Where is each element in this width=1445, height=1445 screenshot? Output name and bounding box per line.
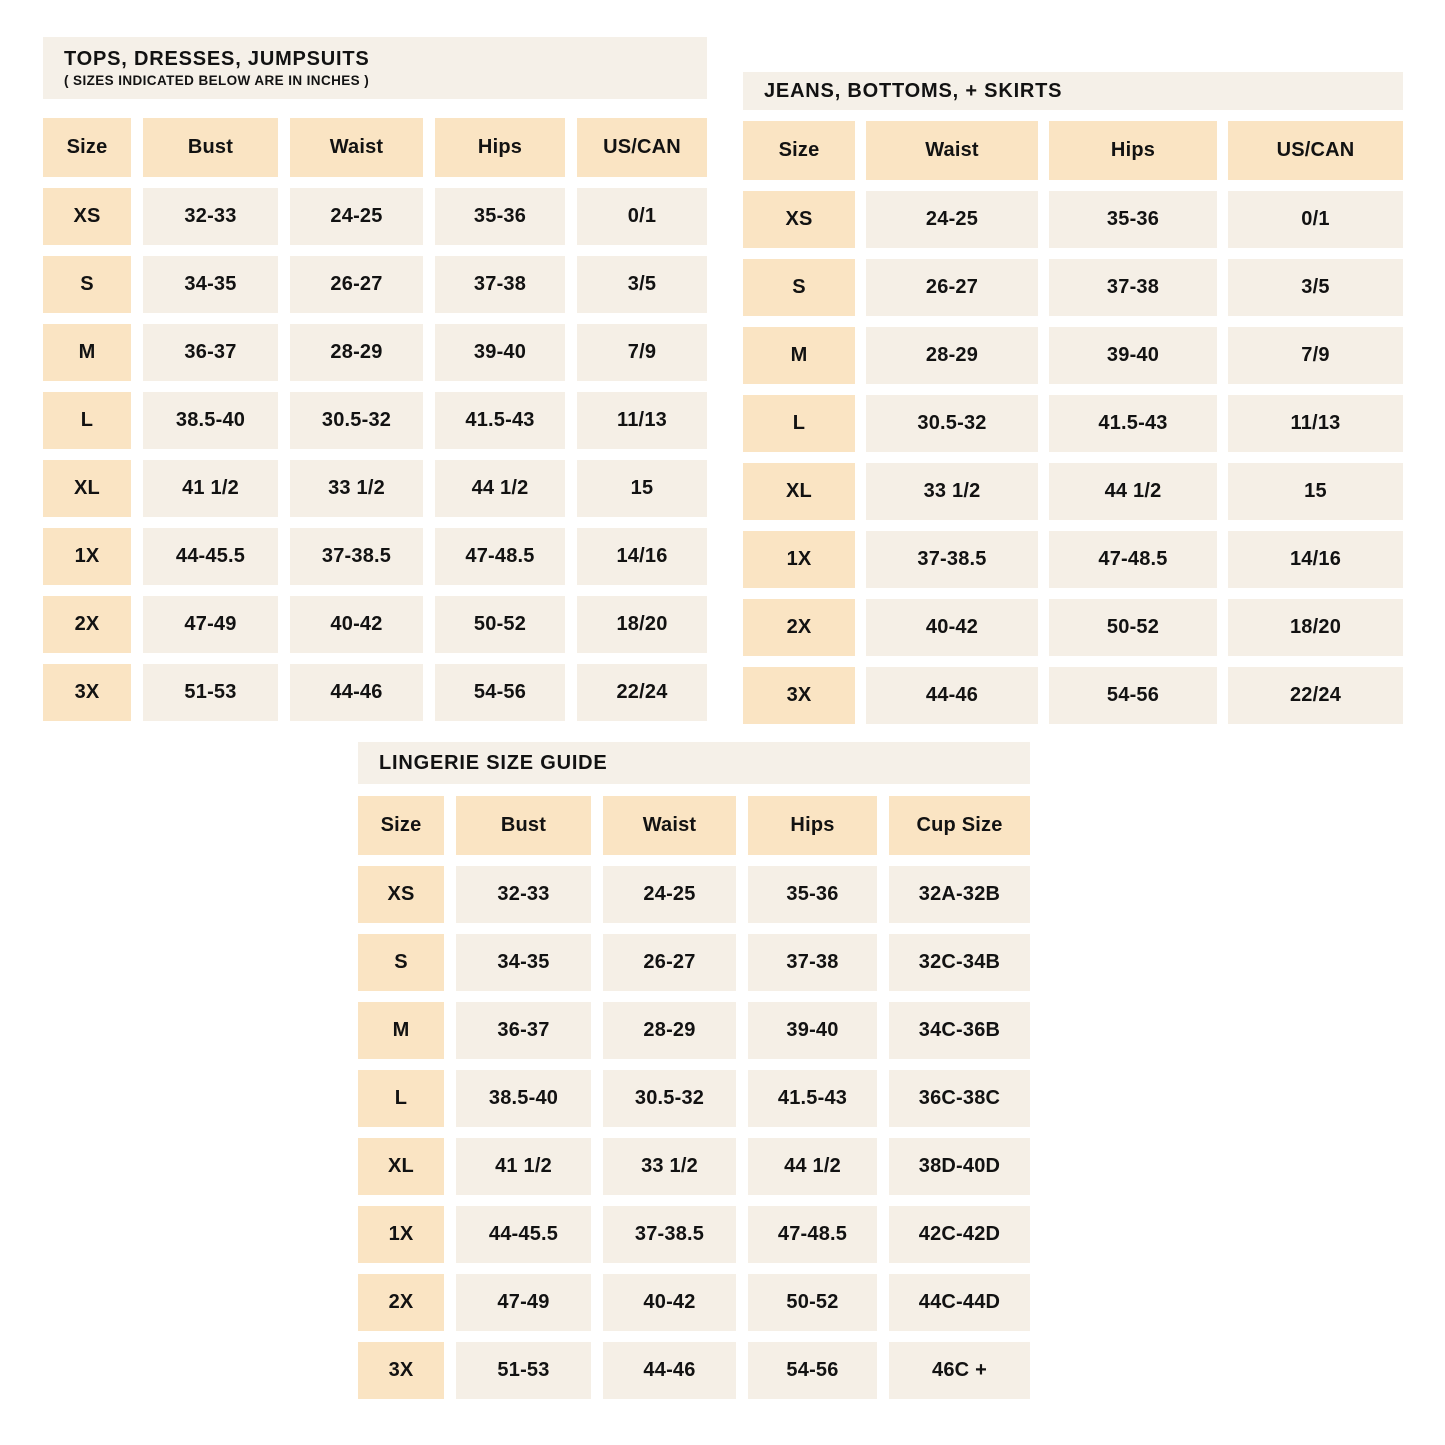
value-cell-bust-xl: 41 1/2 — [143, 460, 278, 517]
value-cell-waist-2x: 40-42 — [603, 1274, 736, 1331]
value-cell-waist-xs: 24-25 — [290, 188, 423, 245]
value-cell-waist-l: 30.5-32 — [290, 392, 423, 449]
value-cell-hips-l: 41.5-43 — [1049, 395, 1217, 452]
value-cell-hips-3x: 54-56 — [435, 664, 565, 721]
column-header-cup-size: Cup Size — [889, 796, 1030, 855]
value-cell-us-can-l: 11/13 — [1228, 395, 1403, 452]
size-label-l: L — [43, 392, 131, 449]
value-cell-cup-size-xl: 38D-40D — [889, 1138, 1030, 1195]
size-label-xs: XS — [43, 188, 131, 245]
value-cell-waist-3x: 44-46 — [603, 1342, 736, 1399]
value-cell-cup-size-s: 32C-34B — [889, 934, 1030, 991]
value-cell-bust-2x: 47-49 — [456, 1274, 591, 1331]
value-cell-cup-size-m: 34C-36B — [889, 1002, 1030, 1059]
value-cell-us-can-2x: 18/20 — [577, 596, 707, 653]
value-cell-bust-xl: 41 1/2 — [456, 1138, 591, 1195]
value-cell-hips-2x: 50-52 — [1049, 599, 1217, 656]
size-label-1x: 1X — [358, 1206, 444, 1263]
value-cell-waist-2x: 40-42 — [290, 596, 423, 653]
lingerie-table-title: LINGERIE SIZE GUIDE — [379, 752, 608, 774]
value-cell-waist-l: 30.5-32 — [866, 395, 1038, 452]
value-cell-bust-2x: 47-49 — [143, 596, 278, 653]
column-header-size: Size — [358, 796, 444, 855]
column-header-bust: Bust — [456, 796, 591, 855]
value-cell-bust-3x: 51-53 — [143, 664, 278, 721]
value-cell-us-can-2x: 18/20 — [1228, 599, 1403, 656]
size-label-s: S — [43, 256, 131, 313]
column-header-hips: Hips — [435, 118, 565, 177]
size-label-1x: 1X — [743, 531, 855, 588]
lingerie-table-title-block — [358, 742, 1030, 784]
column-header-hips: Hips — [748, 796, 877, 855]
size-grid — [743, 121, 1403, 724]
value-cell-hips-s: 37-38 — [435, 256, 565, 313]
value-cell-hips-1x: 47-48.5 — [1049, 531, 1217, 588]
column-header-us-can: US/CAN — [1228, 121, 1403, 180]
value-cell-us-can-xl: 15 — [577, 460, 707, 517]
column-header-bust: Bust — [143, 118, 278, 177]
value-cell-bust-s: 34-35 — [143, 256, 278, 313]
size-label-m: M — [743, 327, 855, 384]
value-cell-waist-m: 28-29 — [290, 324, 423, 381]
size-label-xl: XL — [743, 463, 855, 520]
value-cell-hips-s: 37-38 — [748, 934, 877, 991]
value-cell-hips-1x: 47-48.5 — [435, 528, 565, 585]
value-cell-waist-s: 26-27 — [866, 259, 1038, 316]
value-cell-hips-s: 37-38 — [1049, 259, 1217, 316]
size-label-xs: XS — [358, 866, 444, 923]
size-label-2x: 2X — [743, 599, 855, 656]
value-cell-waist-s: 26-27 — [290, 256, 423, 313]
value-cell-us-can-xs: 0/1 — [1228, 191, 1403, 248]
size-label-m: M — [358, 1002, 444, 1059]
value-cell-cup-size-xs: 32A-32B — [889, 866, 1030, 923]
value-cell-bust-m: 36-37 — [143, 324, 278, 381]
value-cell-hips-xl: 44 1/2 — [748, 1138, 877, 1195]
column-header-us-can: US/CAN — [577, 118, 707, 177]
value-cell-hips-xs: 35-36 — [748, 866, 877, 923]
column-header-size: Size — [743, 121, 855, 180]
value-cell-waist-xs: 24-25 — [603, 866, 736, 923]
value-cell-waist-2x: 40-42 — [866, 599, 1038, 656]
value-cell-waist-1x: 37-38.5 — [603, 1206, 736, 1263]
value-cell-bust-l: 38.5-40 — [456, 1070, 591, 1127]
value-cell-us-can-1x: 14/16 — [1228, 531, 1403, 588]
value-cell-waist-s: 26-27 — [603, 934, 736, 991]
value-cell-bust-1x: 44-45.5 — [143, 528, 278, 585]
column-header-hips: Hips — [1049, 121, 1217, 180]
lingerie-size-guide-table — [358, 742, 1030, 1399]
value-cell-hips-xl: 44 1/2 — [1049, 463, 1217, 520]
value-cell-waist-l: 30.5-32 — [603, 1070, 736, 1127]
value-cell-hips-xs: 35-36 — [1049, 191, 1217, 248]
size-label-xs: XS — [743, 191, 855, 248]
size-label-l: L — [743, 395, 855, 452]
size-label-1x: 1X — [43, 528, 131, 585]
value-cell-hips-3x: 54-56 — [748, 1342, 877, 1399]
value-cell-cup-size-l: 36C-38C — [889, 1070, 1030, 1127]
value-cell-waist-xl: 33 1/2 — [866, 463, 1038, 520]
value-cell-us-can-3x: 22/24 — [1228, 667, 1403, 724]
value-cell-bust-3x: 51-53 — [456, 1342, 591, 1399]
value-cell-bust-s: 34-35 — [456, 934, 591, 991]
value-cell-bust-m: 36-37 — [456, 1002, 591, 1059]
value-cell-hips-2x: 50-52 — [435, 596, 565, 653]
value-cell-waist-xs: 24-25 — [866, 191, 1038, 248]
tops-dresses-jumpsuits-table — [43, 37, 707, 721]
size-label-l: L — [358, 1070, 444, 1127]
value-cell-waist-m: 28-29 — [603, 1002, 736, 1059]
size-label-xl: XL — [358, 1138, 444, 1195]
value-cell-us-can-l: 11/13 — [577, 392, 707, 449]
value-cell-cup-size-2x: 44C-44D — [889, 1274, 1030, 1331]
size-label-s: S — [743, 259, 855, 316]
size-grid — [43, 118, 707, 721]
value-cell-hips-l: 41.5-43 — [435, 392, 565, 449]
size-label-3x: 3X — [43, 664, 131, 721]
size-label-xl: XL — [43, 460, 131, 517]
tops-table-title: TOPS, DRESSES, JUMPSUITS — [64, 47, 370, 70]
value-cell-hips-m: 39-40 — [435, 324, 565, 381]
size-label-2x: 2X — [358, 1274, 444, 1331]
value-cell-waist-1x: 37-38.5 — [866, 531, 1038, 588]
size-label-m: M — [43, 324, 131, 381]
value-cell-waist-m: 28-29 — [866, 327, 1038, 384]
column-header-waist: Waist — [603, 796, 736, 855]
value-cell-us-can-m: 7/9 — [1228, 327, 1403, 384]
column-header-size: Size — [43, 118, 131, 177]
value-cell-us-can-3x: 22/24 — [577, 664, 707, 721]
value-cell-waist-3x: 44-46 — [290, 664, 423, 721]
jeans-bottoms-skirts-table — [743, 72, 1403, 724]
value-cell-hips-xl: 44 1/2 — [435, 460, 565, 517]
value-cell-bust-1x: 44-45.5 — [456, 1206, 591, 1263]
column-header-waist: Waist — [290, 118, 423, 177]
value-cell-us-can-m: 7/9 — [577, 324, 707, 381]
value-cell-bust-xs: 32-33 — [456, 866, 591, 923]
value-cell-waist-3x: 44-46 — [866, 667, 1038, 724]
value-cell-waist-xl: 33 1/2 — [290, 460, 423, 517]
value-cell-us-can-1x: 14/16 — [577, 528, 707, 585]
jeans-table-title: JEANS, BOTTOMS, + SKIRTS — [764, 80, 1063, 102]
value-cell-waist-1x: 37-38.5 — [290, 528, 423, 585]
value-cell-hips-m: 39-40 — [1049, 327, 1217, 384]
value-cell-cup-size-1x: 42C-42D — [889, 1206, 1030, 1263]
tops-table-title-block — [43, 37, 707, 99]
value-cell-hips-1x: 47-48.5 — [748, 1206, 877, 1263]
tops-table-subtitle: ( SIZES INDICATED BELOW ARE IN INCHES ) — [64, 72, 370, 88]
size-label-3x: 3X — [358, 1342, 444, 1399]
value-cell-us-can-s: 3/5 — [1228, 259, 1403, 316]
size-grid — [358, 796, 1030, 1399]
value-cell-hips-m: 39-40 — [748, 1002, 877, 1059]
value-cell-us-can-s: 3/5 — [577, 256, 707, 313]
value-cell-cup-size-3x: 46C + — [889, 1342, 1030, 1399]
jeans-table-title-block — [743, 72, 1403, 110]
value-cell-bust-l: 38.5-40 — [143, 392, 278, 449]
value-cell-hips-2x: 50-52 — [748, 1274, 877, 1331]
value-cell-bust-xs: 32-33 — [143, 188, 278, 245]
value-cell-waist-xl: 33 1/2 — [603, 1138, 736, 1195]
size-label-s: S — [358, 934, 444, 991]
size-label-3x: 3X — [743, 667, 855, 724]
value-cell-hips-l: 41.5-43 — [748, 1070, 877, 1127]
value-cell-hips-3x: 54-56 — [1049, 667, 1217, 724]
size-label-2x: 2X — [43, 596, 131, 653]
value-cell-us-can-xs: 0/1 — [577, 188, 707, 245]
value-cell-hips-xs: 35-36 — [435, 188, 565, 245]
value-cell-us-can-xl: 15 — [1228, 463, 1403, 520]
column-header-waist: Waist — [866, 121, 1038, 180]
